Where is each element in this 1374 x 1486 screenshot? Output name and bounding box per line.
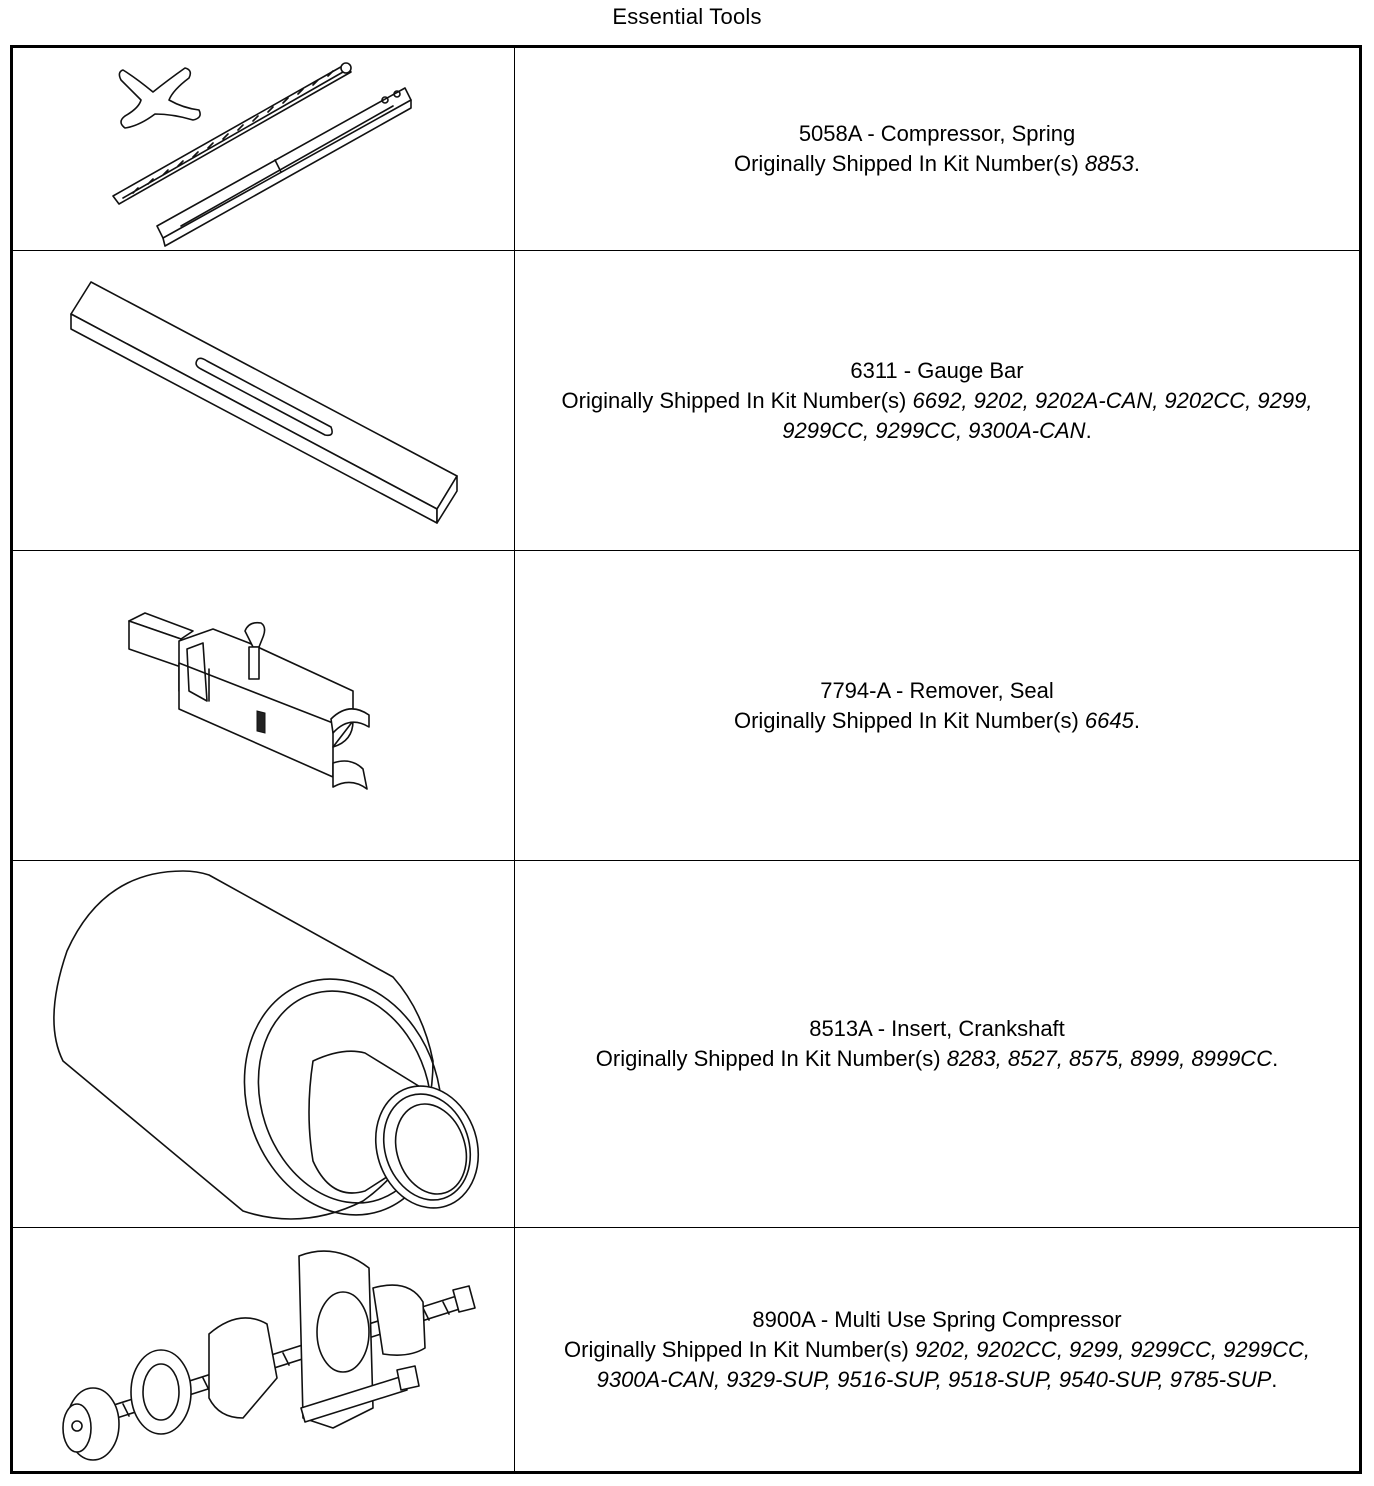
gauge-bar-illustration [13,251,514,550]
multi-use-spring-compressor-illustration [13,1228,514,1471]
shipped-prefix: Originally Shipped In Kit Number(s) [595,1046,941,1071]
kit-numbers: 6692, 9202, 9202A-CAN, 9202CC, 9299, 9299CC, 9299CC, 9300A-CAN [782,387,1313,443]
kit-period: . [1272,1046,1279,1071]
kit-numbers: 8283, 8527, 8575, 8999, 8999CC [946,1046,1273,1071]
column-divider [514,48,515,1471]
spring-compressor-illustration [13,48,514,250]
shipped-prefix: Originally Shipped In Kit Number(s) [733,151,1079,176]
page-title: Essential Tools [612,4,762,29]
shipped-prefix: Originally Shipped In Kit Number(s) [733,707,1079,733]
kit-numbers-line [724,149,1150,179]
kit-numbers-line [527,386,1347,446]
tool-number-name: 7794-A - Remover, Seal [820,677,1054,703]
seal-remover-illustration [13,551,514,860]
kit-numbers: 9202, 9202CC, 9299, 9299CC, 9299CC, 9300A-CAN, 9329-SUP, 9516-SUP, 9518-SUP, 9540-SUP, 9785-SUP [596,1336,1310,1392]
crankshaft-insert-illustration [13,861,514,1227]
shipped-prefix: Originally Shipped In Kit Number(s) [561,387,907,413]
shipped-prefix: Originally Shipped In Kit Number(s) [564,1336,909,1362]
tool-description [515,861,1359,1227]
kit-numbers-line [586,1044,1288,1074]
tool-description [515,48,1359,250]
tool-number-name: 8900A - Multi Use Spring Compressor [752,1306,1122,1332]
tool-number-name: 6311 - Gauge Bar [850,357,1024,383]
kit-period: . [1133,707,1140,733]
kit-period: . [1085,417,1092,443]
kit-numbers: 6645 [1084,707,1134,733]
kit-numbers-line [527,1335,1347,1395]
kit-period: . [1271,1366,1278,1392]
tool-description [515,551,1359,860]
tool-row [13,48,1359,250]
tool-number-name: 8513A - Insert, Crankshaft [809,1016,1065,1041]
kit-numbers-line [724,706,1150,736]
essential-tools-table [10,45,1362,1474]
kit-numbers: 8853 [1084,151,1134,176]
tool-row [13,861,1359,1227]
tool-description [515,1228,1359,1471]
tool-description [515,251,1359,550]
tool-number-name: 5058A - Compressor, Spring [798,121,1076,146]
tool-row [13,551,1359,860]
kit-period: . [1133,151,1140,176]
tool-row [13,1228,1359,1471]
tool-row [13,251,1359,550]
